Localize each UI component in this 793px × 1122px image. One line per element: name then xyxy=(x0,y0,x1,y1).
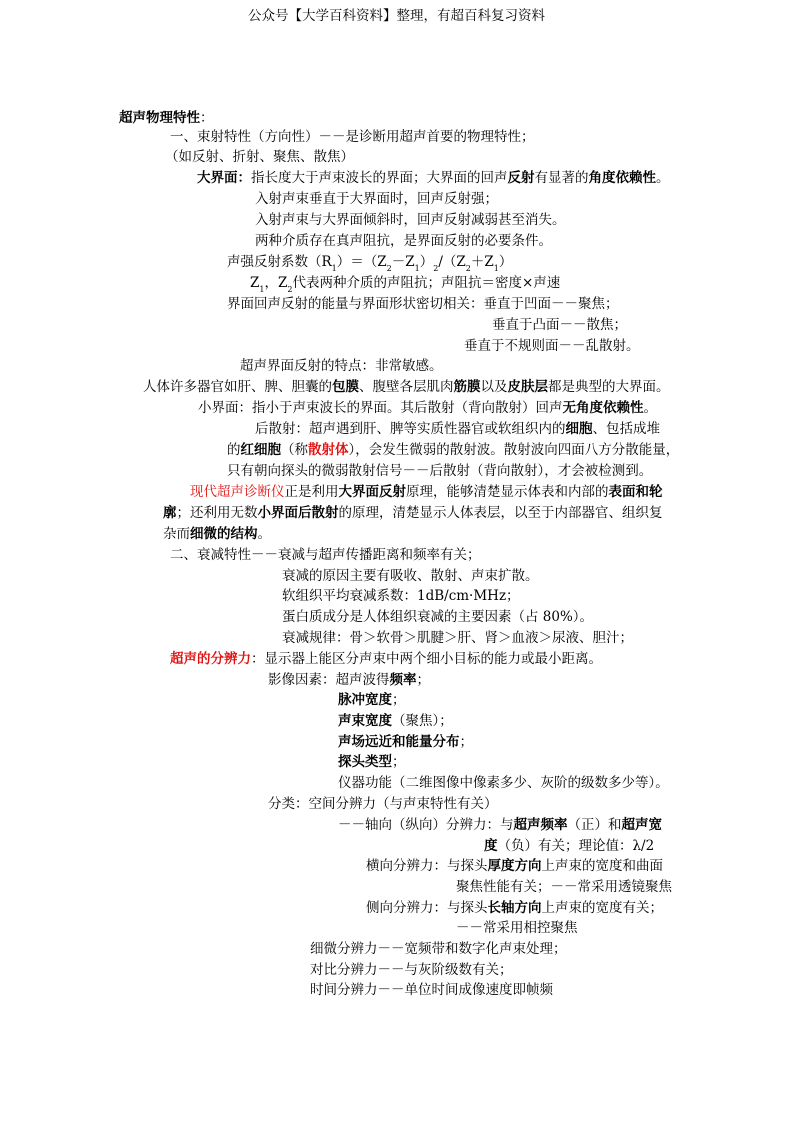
factors-a: 影像因素：超声波得 xyxy=(268,672,390,688)
shape-line-2: 垂直于凸面－－散焦； xyxy=(492,317,627,333)
factors-c: ； xyxy=(416,672,430,688)
axial-line-1 xyxy=(338,815,662,835)
bs2-e: ），会发生微弱的散射波。散射波向四面八方分散能量， xyxy=(348,442,680,458)
lat-a: 横向分辨力：与探头 xyxy=(366,858,488,874)
mod2-c: 小界面后散射 xyxy=(257,505,339,521)
s2-l3: 蛋白质成分是人体组织衰减的主要因素（占 80%）。 xyxy=(282,609,594,625)
organ-line xyxy=(143,377,670,397)
small-b: 无角度依赖性 xyxy=(562,400,644,416)
z-c: 代表两种介质的声阻抗；声阻抗＝密度×声速 xyxy=(292,275,561,291)
lateral-line-2: 聚焦性能有关；－－常采用透镜聚焦 xyxy=(456,879,672,895)
feature-line: 超声界面反射的特点：非常敏感。 xyxy=(240,358,443,374)
s2-heading: 二、衰减特性－－衰减与超声传播距离和频率有关； xyxy=(170,547,481,563)
bs2-c: （称 xyxy=(281,442,308,458)
impedance-line xyxy=(250,273,560,295)
fine-resolution: 细微分辨力－－宽频带和数字化声束处理； xyxy=(310,941,567,957)
shape-line-3: 垂直于不规则面－－乱散射。 xyxy=(464,338,640,354)
section-title xyxy=(119,108,214,128)
mod2-d: 的原理，清楚显示人体表层，以至于内部器官、组织复 xyxy=(338,505,663,521)
factor-3 xyxy=(338,732,473,752)
f-d: ） xyxy=(419,254,434,270)
factor-5: 仪器功能（二维图像中像素多少、灰阶的级数多少等）。 xyxy=(338,775,669,791)
f-c: －Z xyxy=(391,254,415,270)
bs2-a: 的 xyxy=(227,442,241,458)
big-e: 。 xyxy=(656,170,670,186)
bs1-b: 细胞 xyxy=(565,421,593,437)
s1-l2: 入射声束与大界面倾斜时，回声反射减弱甚至消失。 xyxy=(255,212,566,228)
modern-line-3 xyxy=(163,524,271,544)
org-g: 都是典型的大界面。 xyxy=(548,379,670,395)
lateral-line-1 xyxy=(366,856,663,876)
backscatter-line-3: 只有朝向探头的微弱散射信号－－后散射（背向散射），才会被检测到。 xyxy=(227,463,653,479)
factors-line xyxy=(268,670,430,690)
f3: 声场远近和能量分布 xyxy=(338,734,460,750)
axial-line-2 xyxy=(484,836,654,856)
f-s5: 2 xyxy=(465,264,471,273)
elevation-line-2: －－常采用相控聚焦 xyxy=(456,920,578,936)
s1-l3: 两种介质存在真声阻抗，是界面反射的必要条件。 xyxy=(255,233,552,249)
mod1-c: 大界面反射 xyxy=(338,484,406,500)
mod2-b: ；还利用无数 xyxy=(176,505,258,521)
mod1-e: 表面和轮 xyxy=(608,484,663,500)
resolution-line xyxy=(170,649,602,669)
res-label: 超声的分辨力 xyxy=(170,651,251,667)
elevation-line-1 xyxy=(366,898,663,918)
z-s2: 2 xyxy=(287,285,293,294)
f2c: （聚焦）； xyxy=(392,713,453,729)
mod1-d: 原理，能够清楚显示体表和内部的 xyxy=(406,484,609,500)
modern-line-1 xyxy=(190,482,663,502)
f3c: ； xyxy=(459,734,473,750)
s2-l1: 衰减的原因主要有吸收、散射、声束扩散。 xyxy=(282,568,539,584)
z-s1: 1 xyxy=(259,285,265,294)
shape-line: 界面回声反射的能量与界面形状密切相关：垂直于凹面－－聚焦； xyxy=(227,296,619,312)
page-header: 公众号【大学百科资料】整理，有超百科复习资料 xyxy=(248,8,545,24)
f-b: ）＝（Z xyxy=(336,254,387,270)
reflection-formula xyxy=(227,252,512,274)
factor-1 xyxy=(338,690,406,710)
small-c: 。 xyxy=(643,400,657,416)
f-s2: 2 xyxy=(386,264,392,273)
f-g: ） xyxy=(498,254,513,270)
ax-b: 超声频率 xyxy=(513,817,568,833)
big-label: 大界面： xyxy=(197,170,251,186)
title-colon: ： xyxy=(200,110,214,126)
factor-2 xyxy=(338,711,453,731)
f-s4: 2 xyxy=(433,264,439,273)
org-f: 皮肤层 xyxy=(507,379,548,395)
org-c: 、腹壁各层肌肉 xyxy=(359,379,454,395)
bs2-d: 散射体 xyxy=(308,442,349,458)
s2-l2: 软组织平均衰减系数：1dB/cm·MHz； xyxy=(282,588,520,604)
mod3-a: 杂而 xyxy=(163,526,190,542)
f-s3: 1 xyxy=(414,264,420,273)
factors-b: 频率 xyxy=(389,672,417,688)
f1c: ； xyxy=(392,692,406,708)
f1: 脉冲宽度 xyxy=(338,692,392,708)
contrast-resolution: 对比分辨力－－与灰阶级数有关； xyxy=(310,962,513,978)
ele-a: 侧向分辨力：与探头 xyxy=(366,900,488,916)
lat-c: 上声束的宽度和曲面 xyxy=(541,858,663,874)
f-s6: 1 xyxy=(493,264,499,273)
ele-b: 长轴方向 xyxy=(487,900,542,916)
big-a: 指长度大于声束波长的界面；大界面的回声 xyxy=(251,170,508,186)
factor-4 xyxy=(338,752,406,772)
f2: 声束宽度 xyxy=(338,713,392,729)
s1-sub: （如反射、折射、聚焦、散焦） xyxy=(165,149,354,165)
res-def: 显示器上能区分声束中两个细小目标的能力或最小距离。 xyxy=(264,651,602,667)
ax-a: －－轴向（纵向）分辨力：与 xyxy=(338,817,514,833)
backscatter-line-2 xyxy=(227,440,679,460)
big-interface-line xyxy=(197,168,670,188)
org-b: 包膜 xyxy=(332,379,359,395)
mod3-c: 。 xyxy=(257,526,271,542)
mod1-a: 现代超声诊断仪 xyxy=(190,484,285,500)
ele-c: 上声束的宽度有关； xyxy=(541,900,663,916)
ax-d: 超声宽 xyxy=(621,817,662,833)
backscatter-line-1 xyxy=(255,419,660,439)
title-text: 超声物理特性 xyxy=(119,110,200,126)
big-c: 有显著的 xyxy=(534,170,589,186)
f-f: ＋Z xyxy=(470,254,494,270)
big-d: 角度依赖性 xyxy=(588,170,656,186)
mod3-b: 细微的结构 xyxy=(190,526,258,542)
bs2-b: 红细胞 xyxy=(240,442,281,458)
z-a: Z xyxy=(250,275,260,291)
modern-line-2 xyxy=(163,503,663,523)
ax2-b: （负）有关；理论值：λ/2 xyxy=(497,838,655,854)
f4c: ； xyxy=(392,754,406,770)
bs1-a: 后散射：超声遇到肝、脾等实质性器官或软组织内的 xyxy=(255,421,566,437)
f-e: /（Z xyxy=(438,254,466,270)
s2-l4: 衰减规律：骨＞软骨＞肌腱＞肝、肾＞血液＞尿液、胆汁； xyxy=(282,630,633,646)
temporal-resolution: 时间分辨力－－单位时间成像速度即帧频 xyxy=(310,982,553,998)
res-colon: ： xyxy=(251,651,265,667)
org-e: 以及 xyxy=(480,379,508,395)
class-line: 分类：空间分辨力（与声束特性有关） xyxy=(268,796,498,812)
big-b: 反射 xyxy=(507,170,535,186)
ax-c: （正）和 xyxy=(567,817,622,833)
mod1-b: 正是利用 xyxy=(284,484,339,500)
s1-heading: 一、束射特性（方向性）－－是诊断用超声首要的物理特性； xyxy=(170,129,535,145)
lat-b: 厚度方向 xyxy=(487,858,542,874)
small-interface-line xyxy=(198,398,657,418)
bs1-c: 、包括成堆 xyxy=(592,421,660,437)
s1-l1: 入射声束垂直于大界面时，回声反射强； xyxy=(255,191,498,207)
small-a: 小界面：指小于声束波长的界面。其后散射（背向散射）回声 xyxy=(198,400,563,416)
mod2-a: 廓 xyxy=(163,505,177,521)
z-b: ，Z xyxy=(264,275,288,291)
ax2-a: 度 xyxy=(484,838,498,854)
f4: 探头类型 xyxy=(338,754,392,770)
org-a: 人体许多器官如肝、脾、胆囊的 xyxy=(143,379,332,395)
org-d: 筋膜 xyxy=(453,379,481,395)
f-s1: 1 xyxy=(331,264,337,273)
f-a: 声强反射系数（R xyxy=(227,254,332,270)
